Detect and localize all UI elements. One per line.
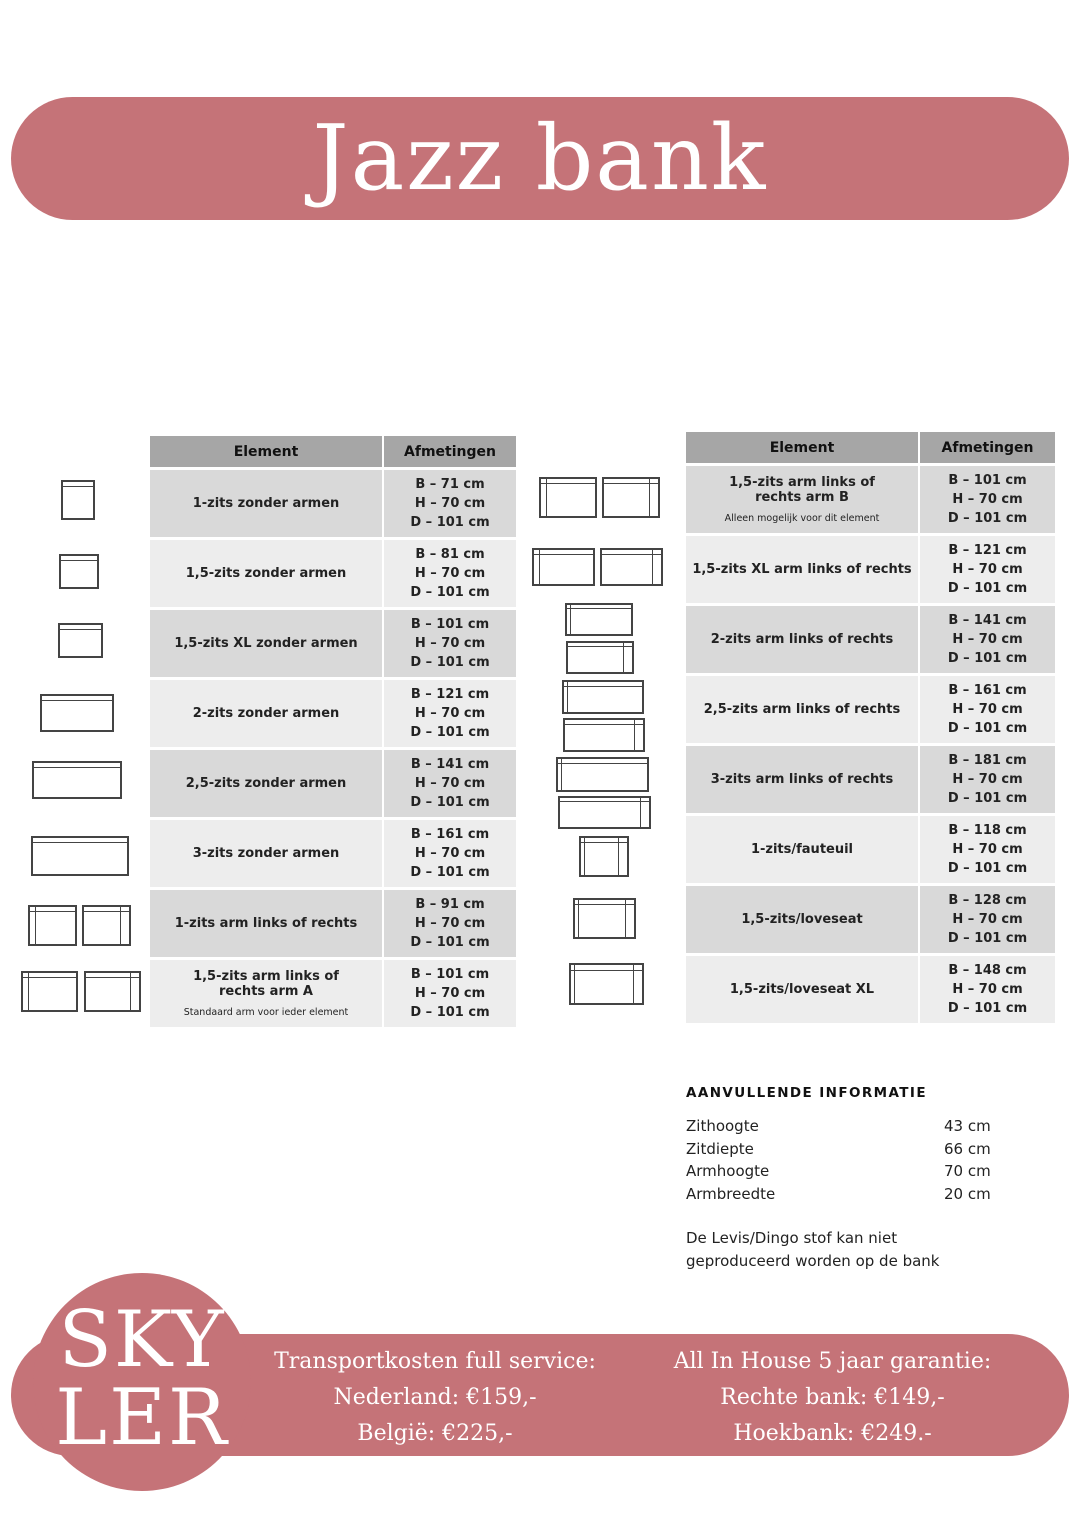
element-name: 1-zits zonder armen [150,470,384,537]
sofa-3-seat-arm-left-icon [556,757,649,792]
table-row [150,820,516,887]
info-row: Armbreedte 20 cm [686,1184,991,1203]
dimensions: B – 81 cm H – 70 cm D – 101 cm [384,540,516,607]
table-row [150,960,516,1027]
element-name: 1,5-zits/loveseat XL [686,956,920,1023]
element-note: Alleen mogelijk voor dit element [724,513,880,524]
element-name: 2-zits arm links of rechts [686,606,920,673]
sofa-arm-b-left-icon [539,477,597,518]
loveseat-icon [573,898,636,939]
element-name: 1-zits/fauteuil [686,816,920,883]
table-row [150,610,516,677]
element-name: 2,5-zits arm links of rechts [686,676,920,743]
sofa-2-5-seat-icon [32,761,122,799]
sofa-2-5-seat-arm-left-icon [562,680,644,714]
transport-nl: Nederland: €159,- [333,1385,537,1410]
sofa-2-seat-arm-right-icon [566,641,634,674]
warranty-corner: Hoekbank: €249.- [733,1421,932,1446]
element-name: 1,5-zits/loveseat [686,886,920,953]
table-row [686,466,1055,533]
skyler-logo: SKY LER [33,1273,251,1491]
transport-be: België: €225,- [357,1421,513,1446]
element-name: 3-zits zonder armen [150,820,384,887]
fabric-note: De Levis/Dingo stof kan niet geproduceerd worden op de bank [686,1229,940,1270]
sofa-arm-right-icon [82,905,131,946]
dimensions: B – 121 cm H – 70 cm D – 101 cm [384,680,516,747]
table-row [150,750,516,817]
right-spec-table [686,429,1055,1026]
transport-title: Transportkosten full service: [274,1349,596,1374]
element-name: 1,5-zits XL zonder armen [150,610,384,677]
sofa-1-seat-icon [61,480,95,520]
warranty-straight: Rechte bank: €149,- [720,1385,945,1410]
sofa-1-5-xl-seat-icon [58,623,103,658]
info-row: Zithoogte 43 cm [686,1117,991,1135]
sofa-xl-arm-right-icon [600,548,663,586]
header-element: Element [686,432,920,463]
element-name: 2-zits zonder armen [150,680,384,747]
sofa-arm-a-right-icon [84,971,141,1012]
left-spec-table [150,433,516,1030]
sofa-2-seat-arm-left-icon [565,603,633,636]
header-dims: Afmetingen [920,432,1055,463]
table-row [150,540,516,607]
table-row [686,606,1055,673]
table-row [150,680,516,747]
table-row [686,816,1055,883]
element-name: 1,5-zits arm links of rechts arm A Standaard arm voor ieder element [150,960,384,1027]
dimensions: B – 161 cm H – 70 cm D – 101 cm [920,676,1055,743]
loveseat-xl-icon [569,963,644,1005]
info-row: Armhoogte 70 cm [686,1162,991,1180]
element-name: 3-zits arm links of rechts [686,746,920,813]
dimensions: B – 121 cm H – 70 cm D – 101 cm [920,536,1055,603]
transport-costs [270,1344,600,1452]
sofa-xl-arm-left-icon [532,548,595,586]
header-element: Element [150,436,384,467]
sofa-2-seat-icon [40,694,114,732]
table-row [150,890,516,957]
element-name: 1,5-zits zonder armen [150,540,384,607]
element-name: 1,5-zits XL arm links of rechts [686,536,920,603]
dimensions: B – 101 cm H – 70 cm D – 101 cm [384,960,516,1027]
table-row [686,746,1055,813]
dimensions: B – 101 cm H – 70 cm D – 101 cm [920,466,1055,533]
sofa-3-seat-icon [31,836,129,876]
sofa-arm-a-left-icon [21,971,78,1012]
table-row [686,886,1055,953]
dimensions: B – 128 cm H – 70 cm D – 101 cm [920,886,1055,953]
element-name: 1,5-zits arm links of rechts arm B Alleen mogelijk voor dit element [686,466,920,533]
page-title: Jazz bank [312,105,768,211]
warranty-title: All In House 5 jaar garantie: [673,1349,992,1374]
dimensions: B – 118 cm H – 70 cm D – 101 cm [920,816,1055,883]
dimensions: B – 148 cm H – 70 cm D – 101 cm [920,956,1055,1023]
additional-info [686,1085,1006,1273]
dimensions: B – 71 cm H – 70 cm D – 101 cm [384,470,516,537]
dimensions: B – 91 cm H – 70 cm D – 101 cm [384,890,516,957]
table-row [150,470,516,537]
sofa-3-seat-arm-right-icon [558,796,651,829]
element-name: 2,5-zits zonder armen [150,750,384,817]
table-row [686,536,1055,603]
sofa-arm-b-right-icon [602,477,660,518]
sofa-arm-left-icon [28,905,77,946]
title-banner [11,97,1069,220]
sofa-1-5-seat-icon [59,554,99,589]
table-row [686,676,1055,743]
warranty-info [660,1344,1005,1452]
info-row: Zitdiepte 66 cm [686,1139,991,1158]
additional-info-heading: AANVULLENDE INFORMATIE [686,1085,927,1101]
sofa-2-5-seat-arm-right-icon [563,718,645,752]
element-name: 1-zits arm links of rechts [150,890,384,957]
element-note: Standaard arm voor ieder element [183,1007,349,1018]
header-dims: Afmetingen [384,436,516,467]
dimensions: B – 141 cm H – 70 cm D – 101 cm [384,750,516,817]
armchair-icon [579,836,629,877]
dimensions: B – 181 cm H – 70 cm D – 101 cm [920,746,1055,813]
table-row [686,956,1055,1023]
dimensions: B – 101 cm H – 70 cm D – 101 cm [384,610,516,677]
dimensions: B – 141 cm H – 70 cm D – 101 cm [920,606,1055,673]
dimensions: B – 161 cm H – 70 cm D – 101 cm [384,820,516,887]
